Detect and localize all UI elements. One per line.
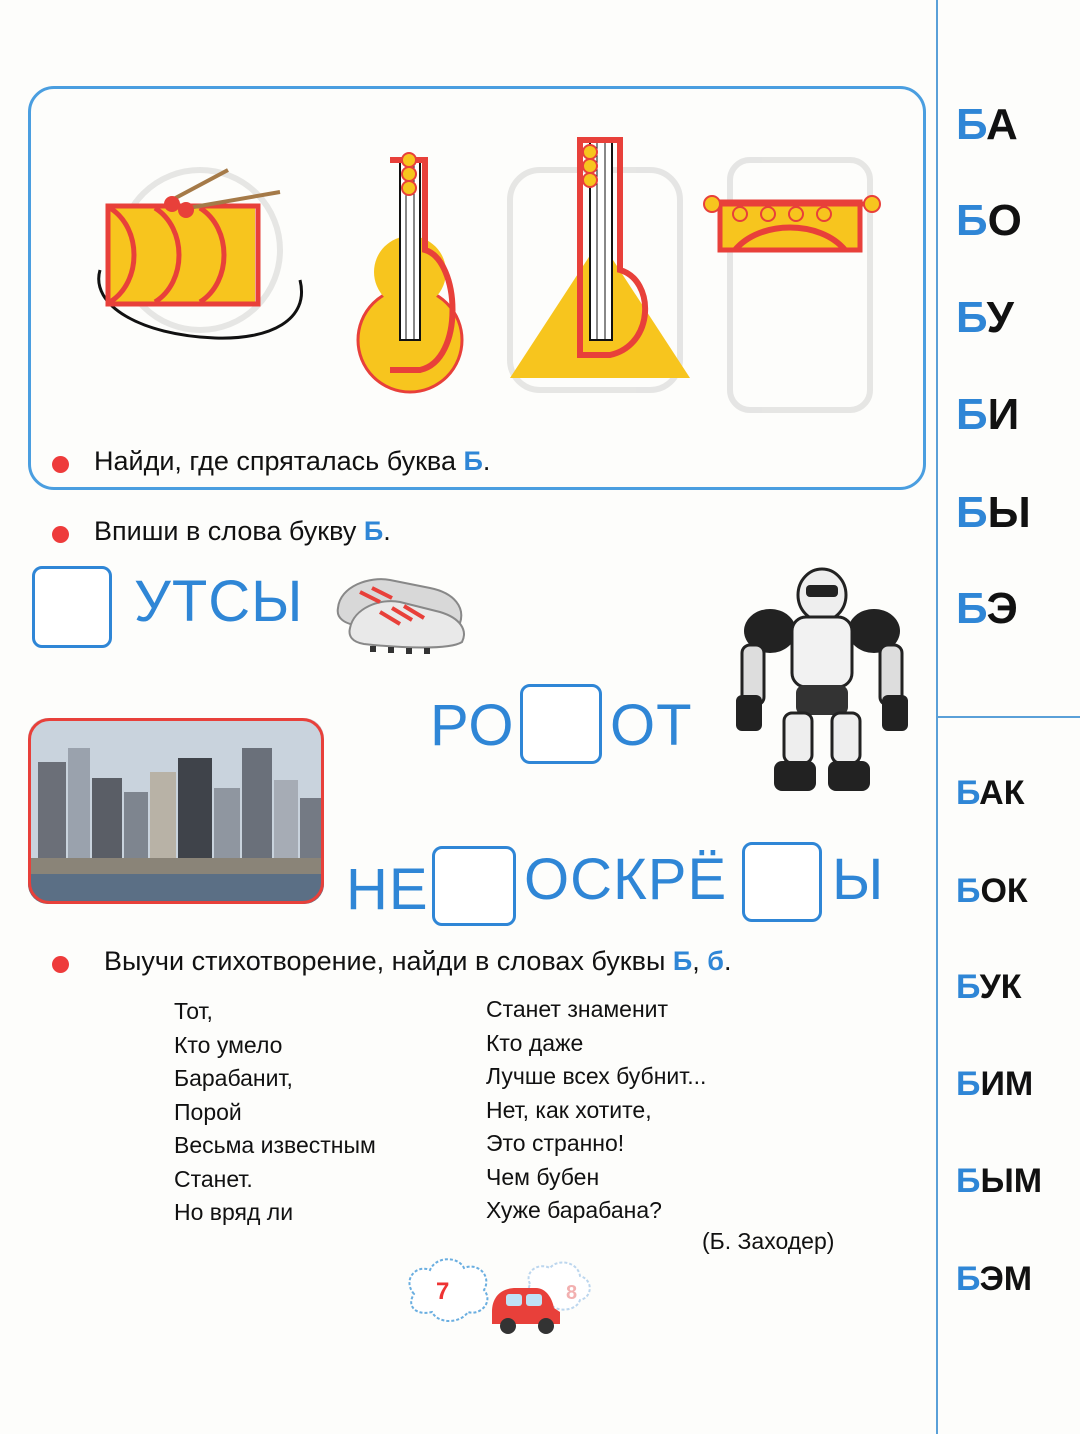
poem-right-column xyxy=(486,993,706,1228)
syllable-ba: БА xyxy=(956,100,1018,149)
column-divider-horizontal xyxy=(938,716,1080,718)
syllable-bim: БИМ xyxy=(956,1065,1034,1103)
bullet-task-3 xyxy=(52,956,69,973)
robot-image xyxy=(722,555,922,800)
syllable-bo: БО xyxy=(956,196,1022,245)
tambourine-icon xyxy=(704,196,880,250)
letter-box-2[interactable] xyxy=(520,684,602,764)
syllable-bem: БЭМ xyxy=(956,1260,1033,1298)
poem-line: Станет знаменит xyxy=(486,996,669,1022)
word-neboskreby-part-1: НЕ xyxy=(346,857,429,922)
poem-line: Кто умело xyxy=(174,1031,283,1058)
letter-box-1[interactable] xyxy=(32,566,112,648)
poem-line: Это странно! xyxy=(486,1130,625,1156)
poem-line: Но вряд ли xyxy=(174,1199,294,1225)
poem-left-column xyxy=(174,995,376,1230)
poem-line: Хуже барабана? xyxy=(486,1197,662,1223)
syllable-by: БЫ xyxy=(956,488,1031,537)
task-2-text: Впиши в слова букву Б. xyxy=(94,516,391,546)
word-robot-part-2: ОТ xyxy=(610,693,693,758)
drum-icon xyxy=(99,170,302,338)
poem-line: Нет, как хотите, xyxy=(486,1096,652,1123)
word-neboskreby-part-2: ОСКРЁ xyxy=(524,847,728,912)
poem-author: (Б. Заходер) xyxy=(702,1228,835,1254)
task-3-text: Выучи стихотворение, найди в словах буквы Б, б. xyxy=(104,946,732,976)
task-1-text: Найди, где спряталась буква Б. xyxy=(94,446,491,476)
poem-line: Кто даже xyxy=(486,1029,584,1056)
syllable-buk: БУК xyxy=(956,968,1022,1006)
poem-line: Весьма известным xyxy=(174,1132,376,1158)
syllable-bak: БАК xyxy=(956,774,1025,812)
word-robot-part-1: РО xyxy=(430,693,515,758)
poem-line: Барабанит, xyxy=(174,1065,293,1091)
poem-line: Станет. xyxy=(174,1165,253,1192)
guitar-icon xyxy=(358,153,462,392)
word-butsy: УТСЫ xyxy=(134,569,304,634)
letter-box-3[interactable] xyxy=(432,846,516,926)
poem-line: Тот, xyxy=(174,998,213,1024)
syllable-be: БЭ xyxy=(956,584,1018,633)
syllable-bok: БОК xyxy=(956,872,1028,910)
syllable-bi: БИ xyxy=(956,390,1020,439)
poem-line: Порой xyxy=(174,1098,242,1125)
page-number: 7 xyxy=(436,1278,450,1305)
skyscrapers-image xyxy=(28,718,324,904)
bullet-task-1 xyxy=(52,456,69,473)
boots-image xyxy=(330,568,470,654)
word-neboskreby-part-3: Ы xyxy=(832,847,885,912)
poem-line: Лучше всех бубнит... xyxy=(486,1063,707,1089)
bullet-task-2 xyxy=(52,526,69,543)
poem-line: Чем бубен xyxy=(486,1163,600,1190)
instruments-illustration xyxy=(80,130,900,420)
syllable-bu: БУ xyxy=(956,293,1014,342)
syllable-bym: БЫМ xyxy=(956,1162,1043,1200)
letter-box-4[interactable] xyxy=(742,842,822,922)
page-number-faded: 8 xyxy=(566,1282,578,1304)
